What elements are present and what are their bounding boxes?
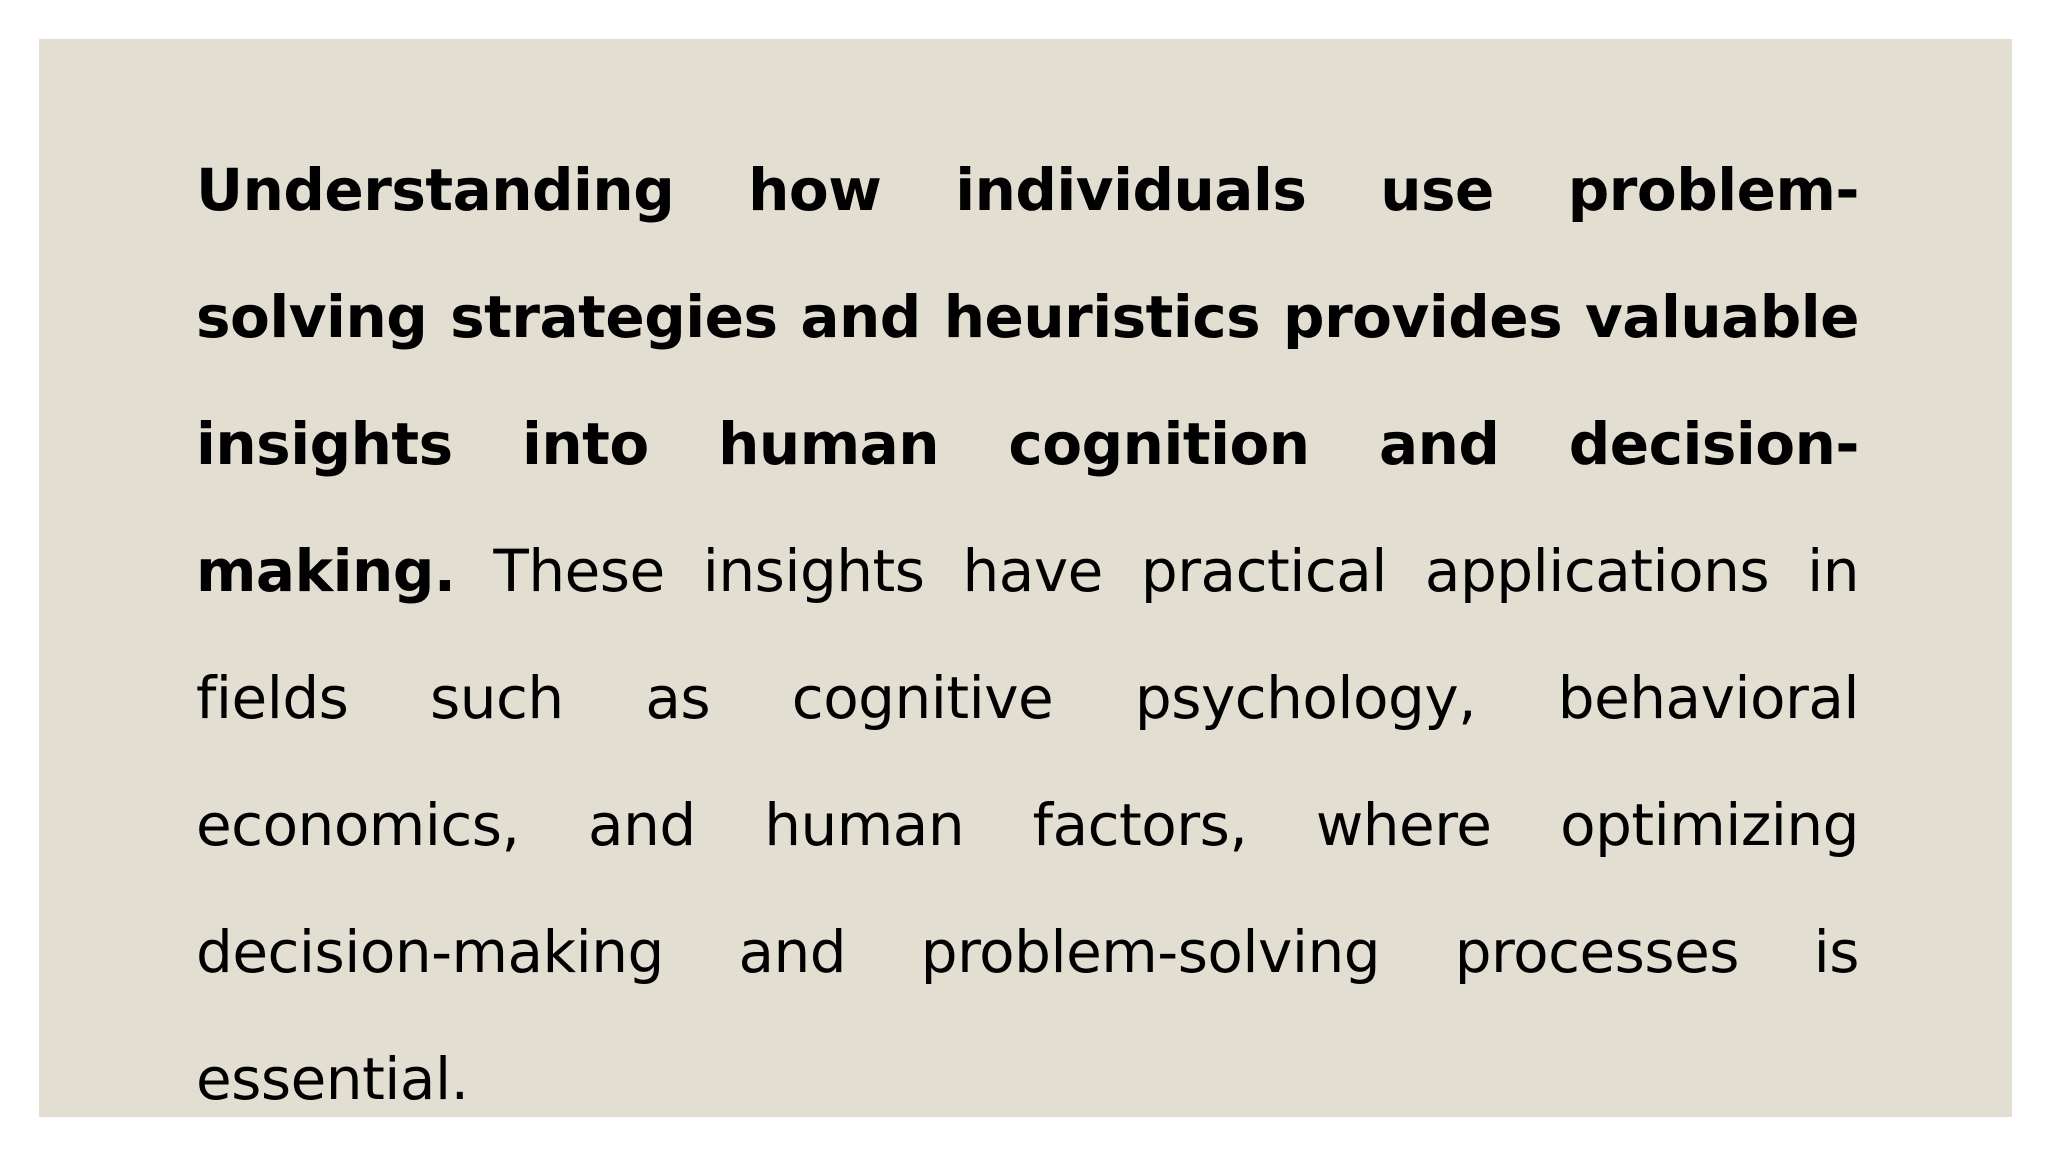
body-paragraph [196, 127, 1859, 1143]
emphasized-sentence: Understanding how individuals use problem-solving strategies and heuristics provides valuable insights into human cognition and decision-making. [196, 156, 1859, 605]
supporting-sentence: These insights have practical applications in fields such as cognitive psychology, behavioral economics, and human factors, where optimizing decision-making and problem-solving processes is essential. [196, 537, 1859, 1113]
slide-panel [39, 39, 2012, 1117]
